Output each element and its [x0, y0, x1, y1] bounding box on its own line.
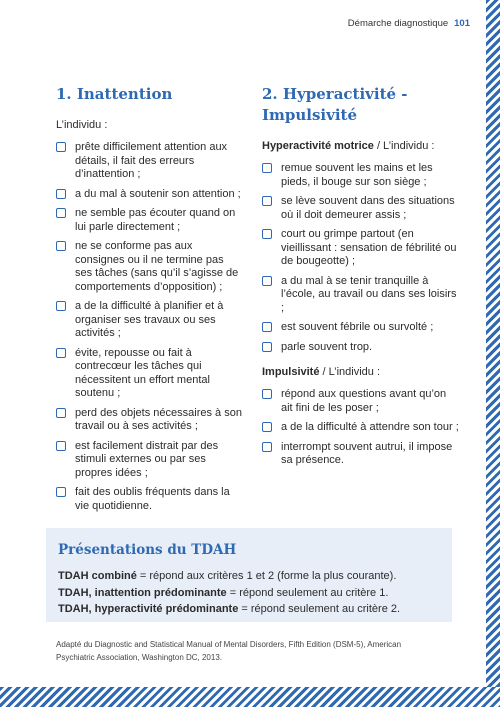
presentations-heading: Présentations du TDAH	[58, 542, 237, 558]
checklist-item-text: est souvent fébrile ou survolté ;	[281, 321, 434, 333]
checklist-item	[262, 341, 460, 355]
checkbox[interactable]	[56, 189, 66, 199]
decorative-stripe-bottom	[0, 687, 500, 707]
checklist-item-text: a de la difficulté à attendre son tour ;	[281, 421, 459, 433]
presentations-panel	[46, 528, 452, 622]
presentation-definition: = répond seulement au critère 2.	[238, 603, 401, 615]
inattention-heading: 1. Inattention	[56, 85, 173, 103]
impulsivity-checklist	[262, 388, 460, 468]
checklist-item-text: interrompt souvent autrui, il impose sa présence.	[281, 440, 453, 466]
inattention-intro: L’individu :	[56, 119, 108, 131]
checklist-item-text: prête difficilement attention aux détails, il fait des erreurs d’inattention ;	[75, 141, 228, 180]
motor-hyperactivity-subheading	[262, 140, 460, 152]
checkbox[interactable]	[56, 408, 66, 418]
checkbox[interactable]	[262, 163, 272, 173]
checklist-item-text: perd des objets nécessaires à son travail ou à ses activités ;	[75, 406, 242, 432]
checklist-item	[56, 407, 242, 434]
hyperactivity-heading: 2. Hyperactivité - Impulsivité	[262, 85, 408, 124]
checklist-item	[262, 388, 460, 415]
checkbox[interactable]	[262, 322, 272, 332]
checklist-item-text: est facilement distrait par des stimuli externes ou par ses propres idées ;	[75, 439, 219, 479]
presentation-definition: = répond aux critères 1 et 2 (forme la plus courante).	[136, 570, 397, 582]
checkbox[interactable]	[56, 241, 66, 251]
presentation-type: TDAH, hyperactivité prédominante	[58, 603, 239, 615]
inattention-section	[56, 84, 242, 519]
source-footnote: Adapté du Diagnostic and Statistical Manual of Mental Disorders, Fifth Edition (DSM-5), American Psychiatric Association, Washington DC, 2013.	[56, 640, 402, 662]
chapter-title: Démarche diagnostique	[347, 18, 449, 29]
subheading-rest: / L’individu :	[373, 140, 435, 152]
checkbox[interactable]	[262, 422, 272, 432]
checkbox[interactable]	[56, 208, 66, 218]
checklist-item	[56, 440, 242, 481]
checklist-item-text: évite, repousse ou fait à contrecœur les tâches qui nécessitent un effort mental soutenu ;	[75, 346, 210, 399]
checklist-item	[56, 207, 242, 234]
checklist-item	[262, 162, 460, 189]
checklist-item-text: répond aux questions avant qu’on ait fini de les poser ;	[281, 388, 447, 414]
checkbox[interactable]	[56, 301, 66, 311]
running-header	[348, 18, 470, 29]
decorative-stripe-right	[486, 0, 500, 707]
checkbox[interactable]	[56, 487, 66, 497]
subheading-rest: / L’individu :	[319, 366, 381, 378]
checklist-item	[262, 228, 460, 269]
checklist-item-text: a du mal à se tenir tranquille à l’école, au travail ou dans ses loisirs ;	[281, 274, 457, 314]
checklist-item-text: parle souvent trop.	[281, 340, 373, 353]
checklist-item	[262, 421, 460, 435]
checkbox[interactable]	[262, 389, 272, 399]
checkbox[interactable]	[262, 276, 272, 286]
checklist-item-text: court ou grimpe partout (en vieillissant : sensation de fébrilité ou de bougeotte) ;	[281, 228, 457, 267]
hyperactivity-checklist	[262, 162, 460, 354]
checklist-item	[262, 441, 460, 468]
checklist-item	[56, 188, 242, 202]
impulsivity-subheading	[262, 366, 460, 378]
checkbox[interactable]	[262, 342, 272, 352]
checkbox[interactable]	[56, 441, 66, 451]
checklist-item-text: ne semble pas écouter quand on lui parle directement ;	[75, 207, 236, 233]
checklist-item	[56, 300, 242, 341]
page-number: 101	[454, 18, 470, 29]
checklist-item	[262, 195, 460, 222]
checklist-item	[56, 486, 242, 513]
checkbox[interactable]	[56, 142, 66, 152]
presentation-type: TDAH, inattention prédominante	[58, 586, 227, 599]
presentation-row	[58, 601, 452, 618]
presentations-list	[46, 568, 452, 618]
checkbox[interactable]	[262, 196, 272, 206]
inattention-checklist	[56, 141, 242, 513]
checklist-item	[56, 141, 242, 182]
checkbox[interactable]	[262, 442, 272, 452]
presentation-type: TDAH combiné	[58, 570, 137, 582]
subheading-bold: Impulsivité	[262, 366, 320, 378]
checklist-item	[56, 240, 242, 294]
presentation-row	[58, 585, 452, 602]
checklist-item-text: remue souvent les mains et les pieds, il bouge sur son siège ;	[281, 162, 433, 188]
checklist-item-text: ne se conforme pas aux consignes ou il ne termine pas ses tâches (sans qu’il s’agisse de comportements d’opposition) ;	[75, 240, 239, 293]
checklist-item	[262, 275, 460, 316]
checklist-item	[262, 321, 460, 335]
checklist-item-text: se lève souvent dans des situations où il doit demeurer assis ;	[281, 195, 455, 221]
subheading-bold: Hyperactivité motrice	[262, 140, 374, 152]
presentation-definition: = répond seulement au critère 1.	[226, 586, 389, 599]
checklist-item-text: fait des oublis fréquents dans la vie quotidienne.	[75, 486, 230, 512]
checkbox[interactable]	[56, 348, 66, 358]
checklist-item-text: a du mal à soutenir son attention ;	[75, 187, 241, 200]
presentation-row	[58, 568, 452, 585]
checkbox[interactable]	[262, 229, 272, 239]
checklist-item	[56, 347, 242, 401]
checklist-item-text: a de la difficulté à planifier et à organiser ses travaux ou ses activités ;	[75, 300, 224, 339]
hyperactivity-section	[262, 84, 460, 474]
